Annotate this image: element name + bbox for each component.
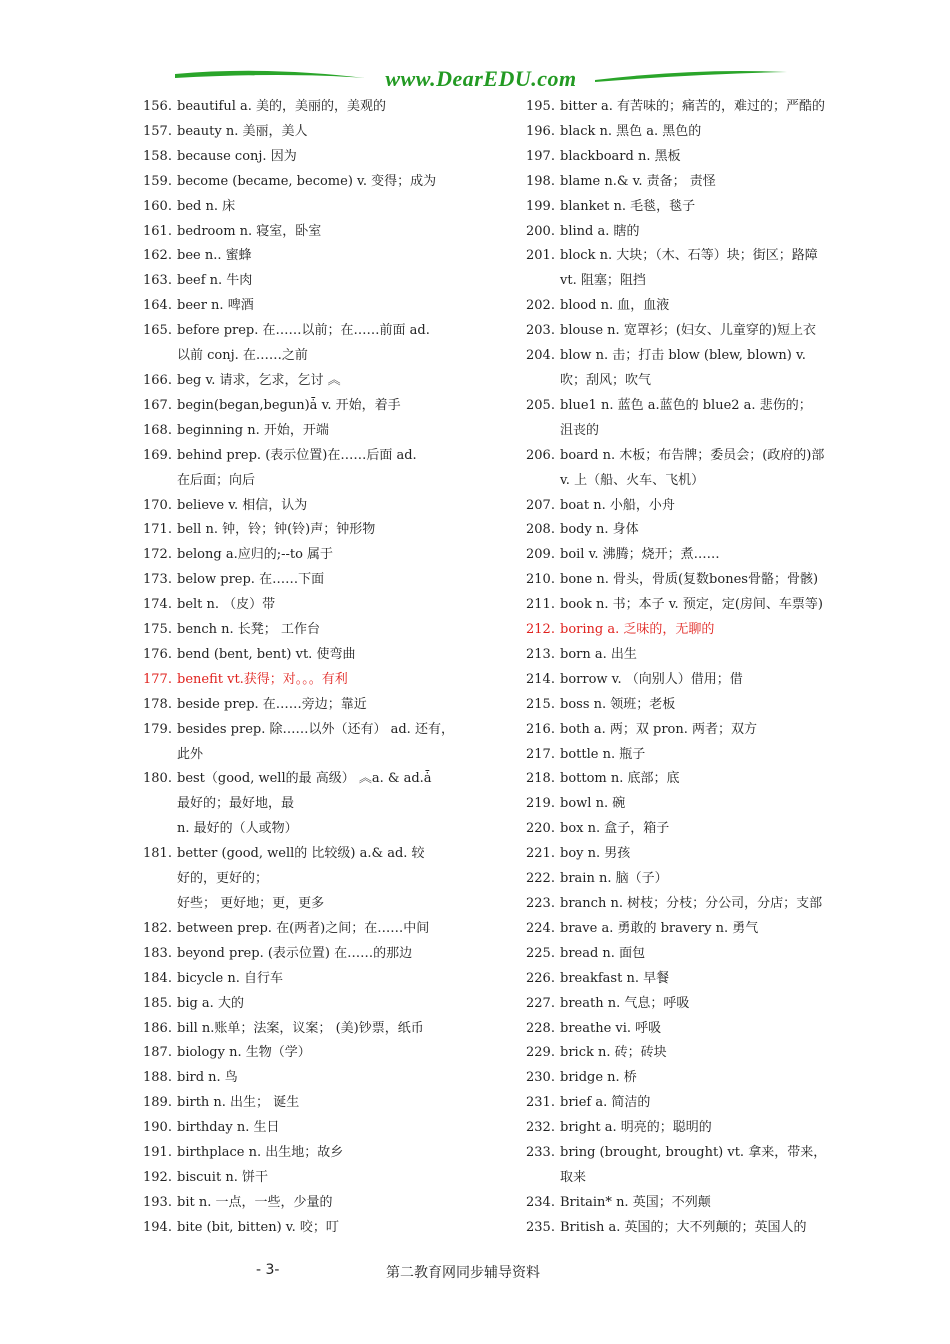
entry-text: bench n. 长凳； 工作台 <box>177 622 320 638</box>
entry-number: 198. <box>526 173 555 189</box>
entry-number: 182. <box>143 920 172 936</box>
entry-number: 200. <box>526 223 555 239</box>
entry-number: 204. <box>526 348 555 364</box>
vocab-entry <box>143 120 543 145</box>
entry-text: bedroom n. 寝室，卧室 <box>177 223 322 239</box>
entry-number: 164. <box>143 298 172 314</box>
vocab-entry <box>143 170 543 195</box>
vocab-entry <box>526 767 856 792</box>
entry-text: bit n. 一点，一些，少量的 <box>177 1194 333 1210</box>
entry-text: bell n. 钟，铃；钟(铃)声；钟形物 <box>177 522 376 538</box>
vocab-entry <box>143 767 543 842</box>
vocab-entry <box>143 244 543 269</box>
header-banner <box>175 62 787 96</box>
vocab-entry <box>143 294 543 319</box>
entry-text: 好些； 更好地；更，更多 <box>177 896 325 911</box>
entry-text: become (became, become) v. 变得；成为 <box>177 173 437 189</box>
left-column <box>143 95 543 1241</box>
entry-text: brick n. 砖；砖块 <box>560 1045 667 1061</box>
vocab-entry <box>143 917 543 942</box>
vocab-entry <box>526 1066 856 1091</box>
entry-text: behind prep. (表示位置)在……后面 ad. <box>177 447 417 463</box>
entry-text: blow n. 击；打击 blow (blew, blown) v. <box>560 348 806 364</box>
vocab-entry <box>526 693 856 718</box>
vocab-entry <box>143 1116 543 1141</box>
vocab-entry <box>526 1017 856 1042</box>
vocab-entry <box>143 942 543 967</box>
entry-text: book n. 书；本子 v. 预定，定(房间、车票等) <box>560 597 823 613</box>
vocab-entry <box>526 892 856 917</box>
entry-text: best（good, well的最 高级） ︽a. & ad.ǡ <box>177 771 432 787</box>
entry-text: breathe vi. 呼吸 <box>560 1020 662 1036</box>
entry-text: boil v. 沸腾；烧开；煮…… <box>560 547 720 563</box>
entry-text: big a. 大的 <box>177 995 244 1011</box>
entry-text: blackboard n. 黑板 <box>560 148 681 164</box>
vocab-entry <box>143 693 543 718</box>
entry-text: blanket n. 毛毯，毯子 <box>560 198 696 214</box>
vocab-entry <box>526 170 856 195</box>
vocab-entry <box>143 444 543 494</box>
entry-number: 166. <box>143 372 172 388</box>
entry-text: vt. 阻塞；阻挡 <box>560 273 646 289</box>
entry-text: v. 上（船、火车、飞机） <box>560 472 705 488</box>
vocab-entry <box>526 1141 856 1191</box>
entry-text: 吹；刮风；吹气 <box>560 372 652 388</box>
entry-text: beef n. 牛肉 <box>177 273 253 289</box>
entry-text: blood n. 血，血液 <box>560 298 670 314</box>
vocab-entry <box>526 967 856 992</box>
vocab-entry <box>526 394 856 444</box>
vocab-entry <box>526 1216 856 1241</box>
entry-text: benefit vt.获得；对。。。有利 <box>177 671 348 687</box>
vocab-entry <box>143 1041 543 1066</box>
entry-number: 210. <box>526 572 555 588</box>
entry-number: 171. <box>143 522 172 538</box>
entry-text: beer n. 啤酒 <box>177 298 254 314</box>
entry-text: brain n. 脑（子） <box>560 871 668 887</box>
entry-number: 192. <box>143 1169 172 1185</box>
entry-number: 169. <box>143 447 172 463</box>
entry-number: 207. <box>526 497 555 513</box>
vocab-entry <box>526 992 856 1017</box>
entry-number: 190. <box>143 1120 172 1136</box>
entry-text: below prep. 在……下面 <box>177 572 325 588</box>
entry-text: beautiful a. 美的，美丽的，美观的 <box>177 99 387 114</box>
entry-number: 174. <box>143 597 172 613</box>
vocab-entry <box>526 643 856 668</box>
entry-text: belong a.应归的;--to 属于 <box>177 547 334 563</box>
entry-number: 165. <box>143 323 172 339</box>
entry-text: boring a. 乏味的，无聊的 <box>560 622 715 638</box>
entry-text: block n. 大块；（木、石等）块；街区；路障 <box>560 248 818 264</box>
vocab-entry <box>143 220 543 245</box>
entry-number: 168. <box>143 422 172 438</box>
entry-text: blame n.& v. 责备； 责怪 <box>560 173 716 189</box>
page-number: - 3- <box>256 1262 280 1278</box>
vocab-entry <box>143 195 543 220</box>
entry-number: 199. <box>526 198 555 214</box>
vocab-entry <box>143 668 543 693</box>
vocab-entry <box>143 319 543 369</box>
vocab-entry <box>143 992 543 1017</box>
entry-text: bite (bit, bitten) v. 咬；叮 <box>177 1219 339 1235</box>
entry-number: 203. <box>526 323 555 339</box>
entry-number: 184. <box>143 970 172 986</box>
vocab-entry <box>143 494 543 519</box>
entry-text: boss n. 领班；老板 <box>560 696 676 712</box>
entry-text: believe v. 相信，认为 <box>177 497 308 513</box>
right-column <box>526 95 856 1241</box>
vocab-entry <box>526 817 856 842</box>
entry-text: borrow v. （向别人）借用；借 <box>560 671 743 687</box>
entry-text: brief a. 简洁的 <box>560 1095 651 1111</box>
vocab-entry <box>143 718 543 768</box>
vocab-entry <box>143 419 543 444</box>
entry-text: 在后面；向后 <box>177 472 256 488</box>
entry-number: 225. <box>526 945 555 961</box>
entry-number: 209. <box>526 547 555 563</box>
vocab-entry <box>143 842 543 917</box>
entry-number: 226. <box>526 970 555 986</box>
entry-number: 222. <box>526 871 555 887</box>
entry-text: bright a. 明亮的；聪明的 <box>560 1120 712 1136</box>
entry-number: 217. <box>526 746 555 762</box>
entry-text: breath n. 气息；呼吸 <box>560 995 690 1011</box>
entry-text: n. 最好的（人或物） <box>177 821 298 837</box>
entry-number: 221. <box>526 846 555 862</box>
site-title[interactable]: www.DearEDU.com <box>385 66 577 91</box>
entry-number: 233. <box>526 1145 555 1161</box>
entry-text: blouse n. 宽罩衫；(妇女、儿童穿的)短上衣 <box>560 323 816 339</box>
entry-number: 189. <box>143 1095 172 1111</box>
entry-text: bird n. 鸟 <box>177 1070 238 1086</box>
entry-number: 211. <box>526 597 555 613</box>
entry-number: 186. <box>143 1020 172 1036</box>
entry-number: 218. <box>526 771 555 787</box>
entry-text: bed n. 床 <box>177 198 236 214</box>
vocab-entry <box>143 1191 543 1216</box>
vocab-entry <box>526 1116 856 1141</box>
entry-text: 沮丧的 <box>560 422 600 438</box>
entry-text: 此外 <box>177 746 204 762</box>
vocab-entry <box>526 618 856 643</box>
vocab-entry <box>143 1091 543 1116</box>
vocab-entry <box>143 1017 543 1042</box>
entry-text: better (good, well的 比较级) a.& ad. 较 <box>177 846 425 862</box>
entry-text: bill n.账单；法案，议案； (美)钞票，纸币 <box>177 1020 424 1036</box>
vocab-entry <box>526 867 856 892</box>
vocab-entry <box>526 743 856 768</box>
entry-text: 最好的；最好地，最 <box>177 796 295 812</box>
entry-number: 235. <box>526 1219 555 1235</box>
footer-text: 第二教育网同步辅导资料 <box>386 1265 540 1281</box>
entry-number: 175. <box>143 622 172 638</box>
entry-text: bone n. 骨头，骨质(复数bones骨骼；骨骸) <box>560 572 819 588</box>
entry-number: 158. <box>143 148 172 164</box>
vocab-entry <box>526 120 856 145</box>
entry-text: besides prep. 除……以外（还有） ad. 还有， <box>177 721 454 737</box>
vocab-entry <box>526 543 856 568</box>
vocab-entry <box>526 95 856 120</box>
vocab-entry <box>143 95 543 120</box>
vocab-entry <box>143 145 543 170</box>
entry-number: 183. <box>143 945 172 961</box>
vocab-entry <box>526 294 856 319</box>
vocab-entry <box>143 1141 543 1166</box>
entry-text: body n. 身体 <box>560 522 639 538</box>
entry-text: biology n. 生物（学） <box>177 1045 311 1061</box>
vocab-entry <box>526 244 856 294</box>
entry-number: 224. <box>526 920 555 936</box>
entry-number: 185. <box>143 995 172 1011</box>
vocab-entry <box>143 394 543 419</box>
entry-text: bring (brought, brought) vt. 拿来，带来， <box>560 1145 827 1161</box>
entry-text: board n. 木板；布告牌；委员会；(政府的)部 <box>560 447 825 463</box>
entry-text: 以前 conj. 在……之前 <box>177 348 308 364</box>
entry-text: bread n. 面包 <box>560 945 646 961</box>
entry-number: 196. <box>526 123 555 139</box>
entry-text: born a. 出生 <box>560 646 637 662</box>
entry-number: 232. <box>526 1120 555 1136</box>
vocab-entry <box>526 444 856 494</box>
entry-number: 177. <box>143 671 172 687</box>
vocab-entry <box>526 718 856 743</box>
entry-number: 163. <box>143 273 172 289</box>
entry-number: 179. <box>143 721 172 737</box>
entry-text: birthplace n. 出生地；故乡 <box>177 1145 344 1161</box>
entry-number: 193. <box>143 1194 172 1210</box>
vocab-entry <box>143 1216 543 1241</box>
entry-text: birthday n. 生日 <box>177 1120 280 1136</box>
entry-text: boy n. 男孩 <box>560 846 631 862</box>
vocab-entry <box>526 195 856 220</box>
entry-text: birth n. 出生； 诞生 <box>177 1095 300 1111</box>
entry-number: 213. <box>526 646 555 662</box>
entry-number: 159. <box>143 173 172 189</box>
entry-number: 161. <box>143 223 172 239</box>
vocab-entry <box>143 618 543 643</box>
entry-text: branch n. 树枝；分枝；分公司，分店；支部 <box>560 896 823 911</box>
entry-text: belt n. （皮）带 <box>177 597 276 613</box>
entry-text: boat n. 小船，小舟 <box>560 497 675 513</box>
vocab-entry <box>143 568 543 593</box>
vocab-entry <box>526 344 856 394</box>
entry-text: bicycle n. 自行车 <box>177 970 284 986</box>
vocab-entry <box>526 792 856 817</box>
vocab-entry <box>526 842 856 867</box>
entry-number: 197. <box>526 148 555 164</box>
entry-text: beyond prep. (表示位置) 在……的那边 <box>177 945 413 961</box>
vocab-entry <box>526 319 856 344</box>
entry-text: between prep. 在(两者)之间；在……中间 <box>177 920 430 936</box>
vocab-entry <box>143 1166 543 1191</box>
vocab-entry <box>143 593 543 618</box>
entry-number: 181. <box>143 846 172 862</box>
entry-number: 227. <box>526 995 555 1011</box>
entry-text: bridge n. 桥 <box>560 1070 637 1086</box>
vocab-entry <box>526 145 856 170</box>
vocab-entry <box>526 494 856 519</box>
entry-number: 170. <box>143 497 172 513</box>
entry-text: biscuit n. 饼干 <box>177 1169 268 1185</box>
entry-number: 172. <box>143 547 172 563</box>
vocab-entry <box>526 220 856 245</box>
entry-number: 162. <box>143 248 172 264</box>
entry-text: British a. 英国的；大不列颠的；英国人的 <box>560 1219 807 1235</box>
vocab-entry <box>143 269 543 294</box>
entry-text: blind a. 瞎的 <box>560 223 640 239</box>
entry-number: 176. <box>143 646 172 662</box>
entry-text: because conj. 因为 <box>177 148 297 164</box>
vocab-entry <box>143 369 543 394</box>
entry-number: 191. <box>143 1145 172 1161</box>
entry-number: 187. <box>143 1045 172 1061</box>
entry-number: 202. <box>526 298 555 314</box>
entry-number: 234. <box>526 1194 555 1210</box>
entry-number: 188. <box>143 1070 172 1086</box>
vocab-entry <box>143 643 543 668</box>
entry-number: 215. <box>526 696 555 712</box>
entry-number: 229. <box>526 1045 555 1061</box>
entry-text: bowl n. 碗 <box>560 796 626 812</box>
entry-text: black n. 黑色 a. 黑色的 <box>560 123 702 139</box>
vocab-entry <box>526 917 856 942</box>
entry-text: beauty n. 美丽，美人 <box>177 123 308 139</box>
vocab-entry <box>143 543 543 568</box>
entry-number: 206. <box>526 447 555 463</box>
entry-text: 取来 <box>560 1169 587 1185</box>
entry-number: 180. <box>143 771 172 787</box>
entry-text: box n. 盒子，箱子 <box>560 821 670 837</box>
entry-number: 219. <box>526 796 555 812</box>
entry-text: beginning n. 开始，开端 <box>177 422 329 438</box>
entry-text: breakfast n. 早餐 <box>560 970 670 986</box>
entry-number: 216. <box>526 721 555 737</box>
vocab-entry <box>143 967 543 992</box>
entry-number: 178. <box>143 696 172 712</box>
vocab-entry <box>526 568 856 593</box>
vocab-entry <box>526 1041 856 1066</box>
entry-number: 160. <box>143 198 172 214</box>
entry-text: brave a. 勇敢的 bravery n. 勇气 <box>560 920 759 936</box>
entry-number: 223. <box>526 896 555 911</box>
entry-number: 173. <box>143 572 172 588</box>
entry-number: 194. <box>143 1219 172 1235</box>
entry-number: 195. <box>526 99 555 114</box>
entry-number: 167. <box>143 397 172 413</box>
entry-text: bottom n. 底部；底 <box>560 771 680 787</box>
entry-text: begin(began,begun)ǡ v. 开始，着手 <box>177 397 401 413</box>
entry-number: 212. <box>526 622 555 638</box>
entry-number: 230. <box>526 1070 555 1086</box>
entry-number: 208. <box>526 522 555 538</box>
vocab-entry <box>143 518 543 543</box>
entry-text: beside prep. 在……旁边；靠近 <box>177 696 367 712</box>
vocab-entry <box>526 1191 856 1216</box>
entry-number: 205. <box>526 397 555 413</box>
vocab-entry <box>143 1066 543 1091</box>
vocab-entry <box>526 668 856 693</box>
entry-text: before prep. 在……以前；在……前面 ad. <box>177 323 430 339</box>
entry-text: both a. 两；双 pron. 两者；双方 <box>560 721 758 737</box>
entry-number: 156. <box>143 99 172 114</box>
entry-number: 157. <box>143 123 172 139</box>
entry-number: 220. <box>526 821 555 837</box>
entry-text: bitter a. 有苦味的；痛苦的，难过的；严酷的 <box>560 99 825 114</box>
entry-text: 好的，更好的； <box>177 871 269 887</box>
entry-text: bottle n. 瓶子 <box>560 746 646 762</box>
vocab-entry <box>526 942 856 967</box>
entry-text: bee n.. 蜜蜂 <box>177 248 252 264</box>
entry-number: 228. <box>526 1020 555 1036</box>
entry-number: 231. <box>526 1095 555 1111</box>
entry-number: 214. <box>526 671 555 687</box>
vocab-entry <box>526 1091 856 1116</box>
entry-text: blue1 n. 蓝色 a.蓝色的 blue2 a. 悲伤的； <box>560 397 812 413</box>
entry-text: beg v. 请求，乞求，乞讨 ︽ <box>177 372 341 388</box>
vocab-entry <box>526 593 856 618</box>
entry-text: bend (bent, bent) vt. 使弯曲 <box>177 646 356 662</box>
entry-text: Britain* n. 英国；不列颠 <box>560 1194 711 1210</box>
vocab-entry <box>526 518 856 543</box>
entry-number: 201. <box>526 248 555 264</box>
